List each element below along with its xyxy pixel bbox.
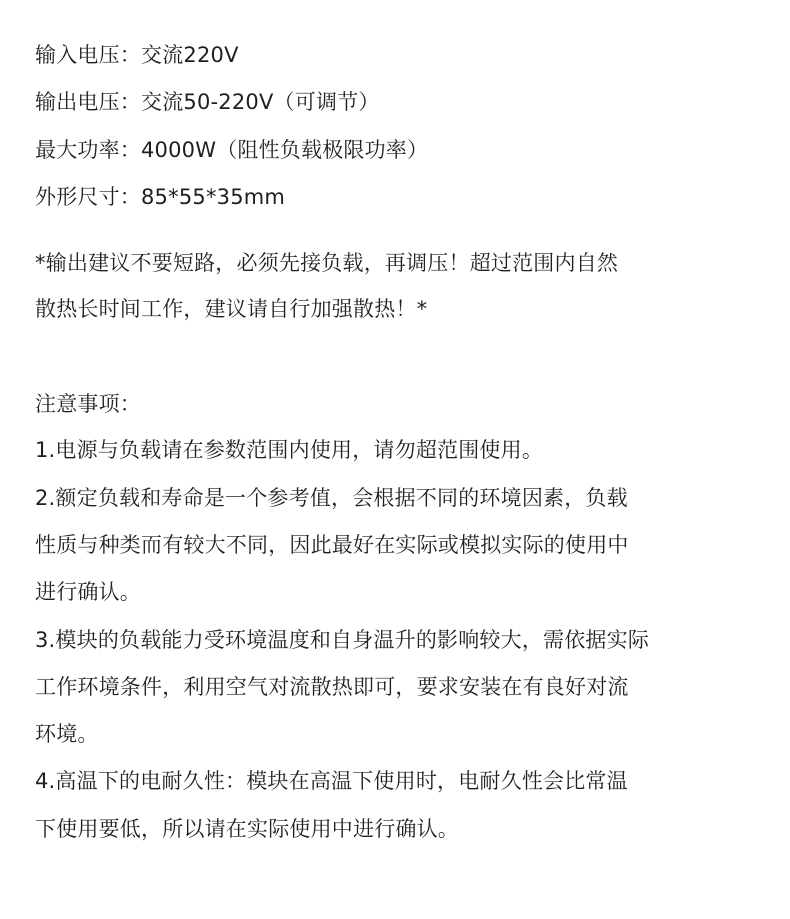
spec-max-power: 最大功率：4000W（阻性负载极限功率） bbox=[35, 138, 429, 162]
note-line: 性质与种类而有较大不同，因此最好在实际或模拟实际的使用中 bbox=[35, 533, 629, 557]
spec-output-voltage: 输出电压：交流50-220V（可调节） bbox=[35, 90, 380, 114]
note-line: 环境。 bbox=[35, 722, 99, 746]
note-line: 4.高温下的电耐久性：模块在高温下使用时，电耐久性会比常温 bbox=[35, 769, 628, 793]
notes-heading: 注意事项： bbox=[35, 392, 141, 416]
spec-dimensions: 外形尺寸：85*55*35mm bbox=[35, 185, 286, 209]
note-line: 3.模块的负载能力受环境温度和自身温升的影响较大，需依据实际 bbox=[35, 628, 650, 652]
note-line: 进行确认。 bbox=[35, 580, 141, 604]
note-line: 工作环境条件，利用空气对流散热即可，要求安装在有良好对流 bbox=[35, 675, 629, 699]
warning-line-2: 散热长时间工作，建议请自行加强散热！* bbox=[35, 297, 428, 321]
note-line: 1.电源与负载请在参数范围内使用，请勿超范围使用。 bbox=[35, 438, 544, 462]
warning-line-1: *输出建议不要短路，必须先接负载，再调压！超过范围内自然 bbox=[35, 251, 619, 275]
spec-input-voltage: 输入电压：交流220V bbox=[35, 43, 239, 67]
note-line: 2.额定负载和寿命是一个参考值，会根据不同的环境因素，负载 bbox=[35, 486, 628, 510]
note-line: 下使用要低，所以请在实际使用中进行确认。 bbox=[35, 817, 459, 841]
